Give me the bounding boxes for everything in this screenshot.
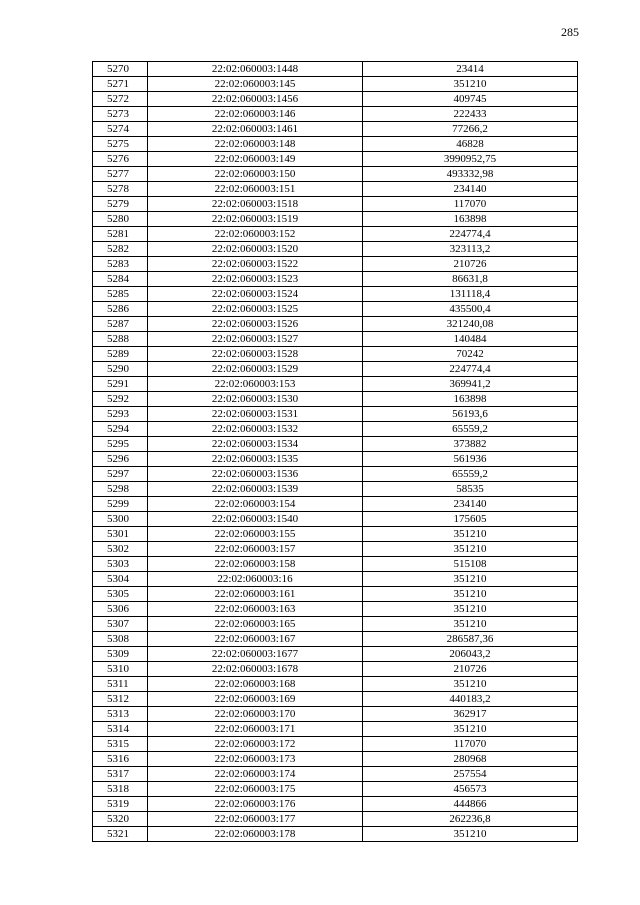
- row-number-cell: 5284: [93, 272, 148, 287]
- cadastral-number-cell: 22:02:060003:152: [148, 227, 363, 242]
- table-row: [93, 167, 578, 182]
- value-cell: 224774,4: [363, 362, 578, 377]
- cadastral-number-cell: 22:02:060003:148: [148, 137, 363, 152]
- row-number-cell: 5309: [93, 647, 148, 662]
- table-row: [93, 287, 578, 302]
- value-cell: 280968: [363, 752, 578, 767]
- cadastral-number-cell: 22:02:060003:1531: [148, 407, 363, 422]
- cadastral-number-cell: 22:02:060003:173: [148, 752, 363, 767]
- cadastral-number-cell: 22:02:060003:1527: [148, 332, 363, 347]
- cadastral-number-cell: 22:02:060003:1522: [148, 257, 363, 272]
- table-row: [93, 482, 578, 497]
- table-row: [93, 632, 578, 647]
- cadastral-number-cell: 22:02:060003:178: [148, 827, 363, 842]
- value-cell: 493332,98: [363, 167, 578, 182]
- row-number-cell: 5282: [93, 242, 148, 257]
- value-cell: 351210: [363, 677, 578, 692]
- cadastral-number-cell: 22:02:060003:174: [148, 767, 363, 782]
- table-row: [93, 737, 578, 752]
- table-row: [93, 107, 578, 122]
- table-row: [93, 782, 578, 797]
- value-cell: 409745: [363, 92, 578, 107]
- value-cell: 86631,8: [363, 272, 578, 287]
- cadastral-number-cell: 22:02:060003:155: [148, 527, 363, 542]
- table-row: [93, 332, 578, 347]
- value-cell: 234140: [363, 182, 578, 197]
- cadastral-number-cell: 22:02:060003:1539: [148, 482, 363, 497]
- cadastral-number-cell: 22:02:060003:1520: [148, 242, 363, 257]
- row-number-cell: 5319: [93, 797, 148, 812]
- cadastral-number-cell: 22:02:060003:1530: [148, 392, 363, 407]
- table-row: [93, 422, 578, 437]
- cadastral-number-cell: 22:02:060003:165: [148, 617, 363, 632]
- cadastral-number-cell: 22:02:060003:157: [148, 542, 363, 557]
- row-number-cell: 5290: [93, 362, 148, 377]
- row-number-cell: 5310: [93, 662, 148, 677]
- value-cell: 515108: [363, 557, 578, 572]
- table-row: [93, 827, 578, 842]
- table-row: [93, 437, 578, 452]
- row-number-cell: 5286: [93, 302, 148, 317]
- row-number-cell: 5313: [93, 707, 148, 722]
- value-cell: 56193,6: [363, 407, 578, 422]
- value-cell: 351210: [363, 587, 578, 602]
- cadastral-number-cell: 22:02:060003:150: [148, 167, 363, 182]
- table-row: [93, 197, 578, 212]
- value-cell: 435500,4: [363, 302, 578, 317]
- row-number-cell: 5293: [93, 407, 148, 422]
- cadastral-number-cell: 22:02:060003:1525: [148, 302, 363, 317]
- value-cell: 210726: [363, 662, 578, 677]
- row-number-cell: 5315: [93, 737, 148, 752]
- value-cell: 117070: [363, 737, 578, 752]
- cadastral-number-cell: 22:02:060003:1529: [148, 362, 363, 377]
- row-number-cell: 5281: [93, 227, 148, 242]
- row-number-cell: 5271: [93, 77, 148, 92]
- table-row: [93, 77, 578, 92]
- row-number-cell: 5289: [93, 347, 148, 362]
- cadastral-number-cell: 22:02:060003:169: [148, 692, 363, 707]
- row-number-cell: 5304: [93, 572, 148, 587]
- value-cell: 77266,2: [363, 122, 578, 137]
- cadastral-number-cell: 22:02:060003:1678: [148, 662, 363, 677]
- table-row: [93, 302, 578, 317]
- value-cell: 117070: [363, 197, 578, 212]
- cadastral-number-cell: 22:02:060003:1524: [148, 287, 363, 302]
- table-row: [93, 257, 578, 272]
- cadastral-number-cell: 22:02:060003:176: [148, 797, 363, 812]
- cadastral-number-cell: 22:02:060003:153: [148, 377, 363, 392]
- table-row: [93, 182, 578, 197]
- table-row: [93, 92, 578, 107]
- row-number-cell: 5306: [93, 602, 148, 617]
- value-cell: 163898: [363, 392, 578, 407]
- row-number-cell: 5279: [93, 197, 148, 212]
- value-cell: 351210: [363, 827, 578, 842]
- value-cell: 46828: [363, 137, 578, 152]
- cadastral-number-cell: 22:02:060003:171: [148, 722, 363, 737]
- row-number-cell: 5296: [93, 452, 148, 467]
- row-number-cell: 5320: [93, 812, 148, 827]
- value-cell: 65559,2: [363, 467, 578, 482]
- table-row: [93, 347, 578, 362]
- row-number-cell: 5314: [93, 722, 148, 737]
- table-row: [93, 617, 578, 632]
- row-number-cell: 5276: [93, 152, 148, 167]
- cadastral-number-cell: 22:02:060003:1534: [148, 437, 363, 452]
- cadastral-number-cell: 22:02:060003:177: [148, 812, 363, 827]
- table-row: [93, 527, 578, 542]
- value-cell: 3990952,75: [363, 152, 578, 167]
- table-row: [93, 242, 578, 257]
- cadastral-number-cell: 22:02:060003:1535: [148, 452, 363, 467]
- table-row: [93, 452, 578, 467]
- cadastral-number-cell: 22:02:060003:172: [148, 737, 363, 752]
- row-number-cell: 5287: [93, 317, 148, 332]
- cadastral-number-cell: 22:02:060003:1540: [148, 512, 363, 527]
- cadastral-number-cell: 22:02:060003:1526: [148, 317, 363, 332]
- table-row: [93, 572, 578, 587]
- table-row: [93, 587, 578, 602]
- row-number-cell: 5299: [93, 497, 148, 512]
- value-cell: 351210: [363, 617, 578, 632]
- cadastral-number-cell: 22:02:060003:146: [148, 107, 363, 122]
- table-row: [93, 362, 578, 377]
- table-row: [93, 797, 578, 812]
- value-cell: 323113,2: [363, 242, 578, 257]
- value-cell: 351210: [363, 602, 578, 617]
- cadastral-number-cell: 22:02:060003:1677: [148, 647, 363, 662]
- table-row: [93, 812, 578, 827]
- cadastral-number-cell: 22:02:060003:158: [148, 557, 363, 572]
- value-cell: 440183,2: [363, 692, 578, 707]
- row-number-cell: 5292: [93, 392, 148, 407]
- row-number-cell: 5308: [93, 632, 148, 647]
- cadastral-number-cell: 22:02:060003:1456: [148, 92, 363, 107]
- cadastral-number-cell: 22:02:060003:175: [148, 782, 363, 797]
- table-row: [93, 62, 578, 77]
- cadastral-value-table: [92, 61, 578, 842]
- cadastral-number-cell: 22:02:060003:154: [148, 497, 363, 512]
- row-number-cell: 5311: [93, 677, 148, 692]
- table-row: [93, 647, 578, 662]
- cadastral-number-cell: 22:02:060003:167: [148, 632, 363, 647]
- cadastral-number-cell: 22:02:060003:170: [148, 707, 363, 722]
- row-number-cell: 5303: [93, 557, 148, 572]
- value-cell: 373882: [363, 437, 578, 452]
- table-row: [93, 152, 578, 167]
- value-cell: 23414: [363, 62, 578, 77]
- value-cell: 210726: [363, 257, 578, 272]
- cadastral-number-cell: 22:02:060003:1523: [148, 272, 363, 287]
- value-cell: 286587,36: [363, 632, 578, 647]
- row-number-cell: 5277: [93, 167, 148, 182]
- row-number-cell: 5270: [93, 62, 148, 77]
- table-row: [93, 767, 578, 782]
- row-number-cell: 5297: [93, 467, 148, 482]
- cadastral-number-cell: 22:02:060003:1519: [148, 212, 363, 227]
- row-number-cell: 5283: [93, 257, 148, 272]
- row-number-cell: 5302: [93, 542, 148, 557]
- row-number-cell: 5317: [93, 767, 148, 782]
- table-row: [93, 272, 578, 287]
- table-row: [93, 227, 578, 242]
- cadastral-number-cell: 22:02:060003:149: [148, 152, 363, 167]
- value-cell: 561936: [363, 452, 578, 467]
- row-number-cell: 5300: [93, 512, 148, 527]
- row-number-cell: 5278: [93, 182, 148, 197]
- table-row: [93, 122, 578, 137]
- value-cell: 351210: [363, 542, 578, 557]
- row-number-cell: 5318: [93, 782, 148, 797]
- cadastral-number-cell: 22:02:060003:163: [148, 602, 363, 617]
- table-row: [93, 707, 578, 722]
- table-row: [93, 692, 578, 707]
- table-row: [93, 512, 578, 527]
- value-cell: 175605: [363, 512, 578, 527]
- table-row: [93, 662, 578, 677]
- row-number-cell: 5272: [93, 92, 148, 107]
- cadastral-number-cell: 22:02:060003:151: [148, 182, 363, 197]
- value-cell: 456573: [363, 782, 578, 797]
- row-number-cell: 5294: [93, 422, 148, 437]
- value-cell: 234140: [363, 497, 578, 512]
- table-row: [93, 212, 578, 227]
- cadastral-number-cell: 22:02:060003:1536: [148, 467, 363, 482]
- table-row: [93, 722, 578, 737]
- cadastral-number-cell: 22:02:060003:1448: [148, 62, 363, 77]
- cadastral-number-cell: 22:02:060003:16: [148, 572, 363, 587]
- row-number-cell: 5321: [93, 827, 148, 842]
- table-row: [93, 137, 578, 152]
- table-row: [93, 752, 578, 767]
- row-number-cell: 5295: [93, 437, 148, 452]
- value-cell: 222433: [363, 107, 578, 122]
- table-row: [93, 497, 578, 512]
- cadastral-number-cell: 22:02:060003:168: [148, 677, 363, 692]
- value-cell: 131118,4: [363, 287, 578, 302]
- row-number-cell: 5305: [93, 587, 148, 602]
- table-row: [93, 407, 578, 422]
- row-number-cell: 5298: [93, 482, 148, 497]
- table-row: [93, 677, 578, 692]
- table-body: [93, 62, 578, 842]
- value-cell: 257554: [363, 767, 578, 782]
- value-cell: 206043,2: [363, 647, 578, 662]
- table-row: [93, 602, 578, 617]
- table-row: [93, 542, 578, 557]
- row-number-cell: 5288: [93, 332, 148, 347]
- value-cell: 70242: [363, 347, 578, 362]
- value-cell: 65559,2: [363, 422, 578, 437]
- table-row: [93, 392, 578, 407]
- value-cell: 163898: [363, 212, 578, 227]
- table-row: [93, 467, 578, 482]
- value-cell: 351210: [363, 527, 578, 542]
- value-cell: 351210: [363, 572, 578, 587]
- row-number-cell: 5291: [93, 377, 148, 392]
- cadastral-number-cell: 22:02:060003:145: [148, 77, 363, 92]
- table-row: [93, 557, 578, 572]
- row-number-cell: 5316: [93, 752, 148, 767]
- cadastral-number-cell: 22:02:060003:1532: [148, 422, 363, 437]
- value-cell: 351210: [363, 77, 578, 92]
- value-cell: 362917: [363, 707, 578, 722]
- value-cell: 321240,08: [363, 317, 578, 332]
- value-cell: 58535: [363, 482, 578, 497]
- value-cell: 351210: [363, 722, 578, 737]
- row-number-cell: 5274: [93, 122, 148, 137]
- row-number-cell: 5280: [93, 212, 148, 227]
- cadastral-number-cell: 22:02:060003:161: [148, 587, 363, 602]
- cadastral-number-cell: 22:02:060003:1518: [148, 197, 363, 212]
- value-cell: 140484: [363, 332, 578, 347]
- value-cell: 444866: [363, 797, 578, 812]
- page-number: 285: [561, 25, 579, 39]
- row-number-cell: 5307: [93, 617, 148, 632]
- table-row: [93, 317, 578, 332]
- value-cell: 224774,4: [363, 227, 578, 242]
- row-number-cell: 5285: [93, 287, 148, 302]
- table-row: [93, 377, 578, 392]
- row-number-cell: 5312: [93, 692, 148, 707]
- value-cell: 262236,8: [363, 812, 578, 827]
- row-number-cell: 5301: [93, 527, 148, 542]
- value-cell: 369941,2: [363, 377, 578, 392]
- row-number-cell: 5273: [93, 107, 148, 122]
- cadastral-number-cell: 22:02:060003:1528: [148, 347, 363, 362]
- row-number-cell: 5275: [93, 137, 148, 152]
- cadastral-number-cell: 22:02:060003:1461: [148, 122, 363, 137]
